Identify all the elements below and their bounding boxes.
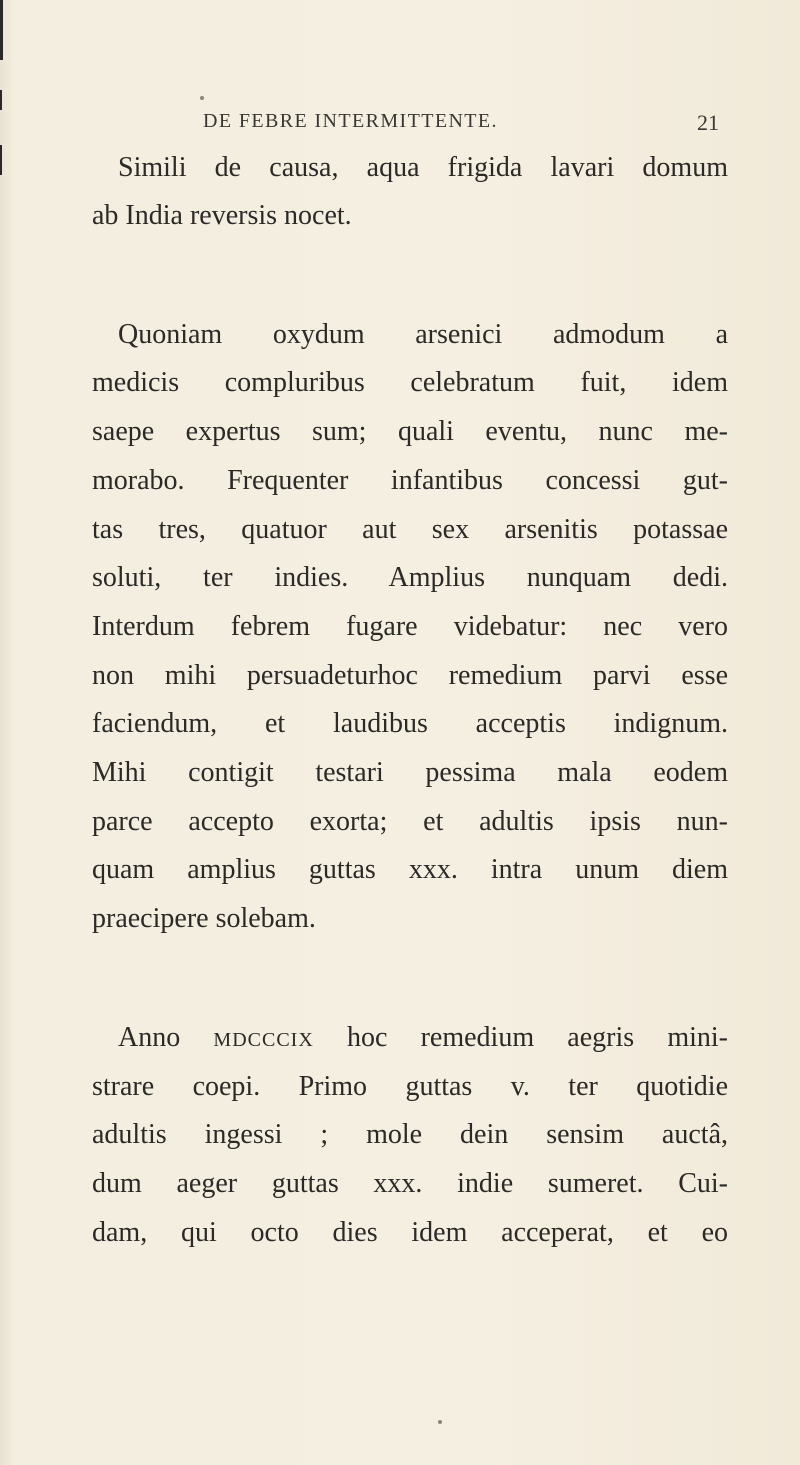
text-line: Mihi contigit testari pessima mala eodem: [92, 757, 728, 788]
ink-speck: [200, 96, 204, 100]
running-head: [0, 110, 800, 140]
text-line: [118, 1018, 728, 1058]
text-line: dam, qui octo dies idem acceperat, et eo: [92, 1217, 728, 1248]
text-line: morabo. Frequenter infantibus concessi gut-: [92, 465, 728, 496]
text-line: ab India reversis nocet.: [92, 200, 352, 231]
text-line: quam amplius guttas xxx. intra unum diem: [92, 854, 728, 885]
binding-edge-mark: [0, 90, 2, 110]
text-fragment: Anno: [118, 1022, 214, 1053]
text-line: Simili de causa, aqua frigida lavari domum: [118, 152, 728, 183]
binding-edge-mark: [0, 145, 2, 175]
page-number: 21: [697, 110, 719, 135]
text-line: non mihi persuadeturhoc remedium parvi esse: [92, 660, 728, 691]
text-line: soluti, ter indies. Amplius nunquam dedi.: [92, 562, 728, 593]
text-line: medicis compluribus celebratum fuit, idem: [92, 367, 728, 398]
text-line: saepe expertus sum; quali eventu, nunc me-: [92, 416, 728, 447]
text-line: parce accepto exorta; et adultis ipsis nun-: [92, 806, 728, 837]
year-numeral: mdcccix: [213, 1022, 314, 1053]
running-title: DE FEBRE INTERMITTENTE.: [203, 110, 498, 132]
text-line: faciendum, et laudibus acceptis indignum.: [92, 708, 728, 739]
ink-speck: [438, 1420, 442, 1424]
text-fragment: hoc remedium aegris mini-: [313, 1022, 728, 1053]
binding-edge-mark: [0, 0, 3, 60]
text-line: tas tres, quatuor aut sex arsenitis potassae: [92, 514, 728, 545]
text-line: Interdum febrem fugare videbatur: nec vero: [92, 611, 728, 642]
text-line: Quoniam oxydum arsenici admodum a: [118, 319, 728, 350]
text-line: dum aeger guttas xxx. indie sumeret. Cui-: [92, 1168, 728, 1199]
text-line: praecipere solebam.: [92, 903, 316, 934]
text-line: adultis ingessi ; mole dein sensim auctâ,: [92, 1119, 728, 1150]
text-line: strare coepi. Primo guttas v. ter quotidie: [92, 1071, 728, 1102]
